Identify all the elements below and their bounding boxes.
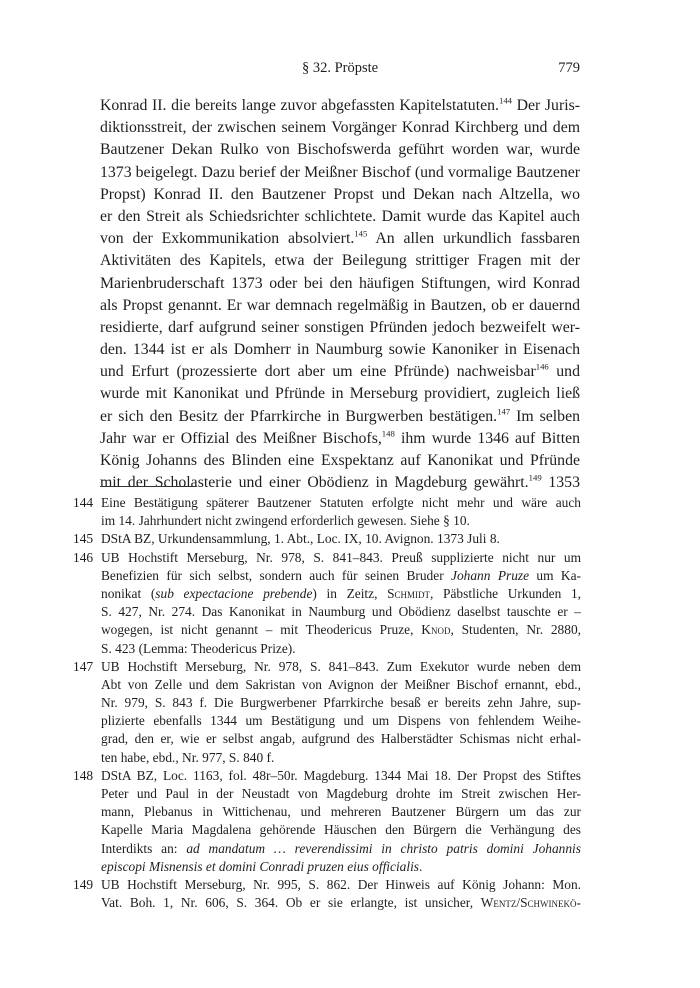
- text-line: er den Streit als Schiedsrichter schlichtete. Damit wurde das Kapitel auch: [100, 207, 580, 225]
- main-text: [100, 95, 580, 494]
- text-line: wurde mit Kanonikat und Pfründe in Merseburg providiert, zugleich ließ: [100, 385, 580, 403]
- footnote-line: Abt von Zelle und dem Sakristan von Avignon der Meißner Bischof ernannt, ebd.,: [101, 676, 581, 692]
- footnote-149: [73, 876, 581, 912]
- footnote-number: 145: [73, 531, 94, 547]
- text-line: Propst) Konrad II. den Bautzener Propst und Dekan nach Altzella, wo: [100, 185, 580, 203]
- footnote-line: S. 427, Nr. 274. Das Kanonikat in Naumburg und Obödienz daselbst tauschte er –: [101, 604, 581, 620]
- footnote-ref-145[interactable]: 145: [354, 228, 368, 239]
- footnote-ref-147[interactable]: 147: [497, 406, 511, 417]
- footnote-ref-144[interactable]: 144: [498, 95, 512, 106]
- text-line: Jahr war er Offizial des Meißner Bischofs,$^{148}$ ihm wurde 1346 auf Bitten: [100, 428, 580, 447]
- text-line: Bautzener Dekan Rulko von Bischofswerda geführt worden war, wurde: [100, 141, 580, 159]
- text-line: König Johanns des Blinden eine Exspektanz auf Kanonikat und Pfründe: [100, 452, 580, 469]
- footnote-145: [73, 530, 581, 548]
- text-line: als Propst genannt. Er war demnach regelmäßig in Bautzen, ob er dauernd: [100, 296, 580, 314]
- footnote-number: 148: [73, 767, 94, 783]
- text-line: 1373 beigelegt. Dazu berief der Meißner Bischof (und vormalige Bautzener: [100, 163, 580, 181]
- footnote-line: wogegen, ist nicht genannt – mit Theodericus Pruze, Knod, Studenten, Nr. 2880,: [101, 622, 581, 638]
- footnote-ref-148[interactable]: 148: [381, 428, 395, 439]
- footnote-line: plizierte ebenfalls 1344 um Bestätigung und um Dispens von fehlendem Weihe-: [101, 713, 581, 729]
- footnote-147: [73, 658, 581, 767]
- footnote-line: Peter und Paul in der Neustadt von Magdeburg drohte im Streit zwischen Her-: [101, 786, 581, 801]
- footnote-line: S. 423 (Lemma: Theodericus Prize).: [101, 640, 296, 656]
- footnote-line: Eine Bestätigung späterer Bautzener Statuten erfolgte nicht mehr und wäre auch: [101, 495, 581, 510]
- footnote-line: Nr. 979, S. 843 f. Die Burgwerbener Pfarrkirche besaß er bereits zehn Jahre, sup-: [101, 695, 581, 711]
- footnote-ref-149[interactable]: 149: [528, 472, 542, 483]
- text-line: und Erfurt (prozessierte dort aber um eine Pfründe) nachweisbar$^{146}$ und: [100, 361, 580, 381]
- footnote-number: 149: [73, 876, 94, 892]
- text-line: den. 1344 ist er als Domherr in Naumburg sowie Kanoniker in Eisenach: [100, 341, 580, 359]
- footnote-line: mann, Plebanus in Wittichenau, und mehreren Bautzener Bürgern um das zur: [101, 804, 581, 820]
- text-line: von der Exkommunikation absolviert.$^{145}$ An allen urkundlich fassbaren: [100, 228, 580, 248]
- footnote-line: Kapelle Maria Magdalena gehörende Häuschen den Bürgern die Verhängung des: [101, 822, 581, 838]
- footnote-144: [73, 494, 581, 530]
- footnote-146: [73, 549, 581, 658]
- footnote-number: 147: [73, 658, 94, 674]
- text-line: diktionsstreit, der zwischen seinem Vorgänger Konrad Kirchberg und dem: [100, 119, 580, 137]
- footnote-line: DStA BZ, Urkundensammlung, 1. Abt., Loc. IX, 10. Avignon. 1373 Juli 8.: [101, 531, 500, 547]
- footnote-number: 146: [73, 549, 94, 565]
- footnote-line: DStA BZ, Loc. 1163, fol. 48r–50r. Magdeburg. 1344 Mai 18. Der Propst des Stiftes: [101, 767, 581, 783]
- text-line: residierte, darf aufgrund seiner sonstigen Pfründen jedoch bezweifelt wer-: [100, 318, 580, 336]
- footnote-number: 144: [73, 495, 94, 510]
- footnote-line: Benefizien für sich selbst, sondern auch für seinen Bruder Johann Pruze um Ka-: [101, 567, 581, 583]
- footnotes: [73, 494, 581, 912]
- footnote-line: Interdikts an: ad mandatum … reverendissimi in christo patris domini Johannis: [101, 840, 581, 856]
- section-title: § 32. Pröpste: [301, 60, 379, 76]
- footnote-line: Vat. Boh. 1, Nr. 606, S. 364. Ob er sie erlangte, ist unsicher, Wentz/Schwinekö-: [101, 895, 581, 911]
- footnote-line: episcopi Misnensis et domini Conradi pruzen eius officialis.: [101, 858, 423, 874]
- text-line: Konrad II. die bereits lange zuvor abgefassten Kapitelstatuten.$^{144}$ Der Juris-: [100, 95, 581, 114]
- text-line: mit der Scholasterie und einer Obödienz in Magdeburg gewährt.$^{149}$ 1353: [100, 472, 580, 492]
- footnote-line: grad, den er, wie er selbst angab, aufgrund des Halberstädter Schismas nicht erhal-: [101, 731, 581, 747]
- running-head: [100, 60, 580, 82]
- footnote-line: UB Hochstift Merseburg, Nr. 978, S. 841–843. Preuß supplizierte nicht nur um: [101, 549, 581, 565]
- text-line: Aktivitäten des Kapitels, etwa der Beilegung strittiger Fragen mit der: [100, 252, 580, 270]
- footnote-line: nonikat (sub expectacione prebende) in Zeitz, Schmidt, Päbstliche Urkunden 1,: [101, 585, 581, 601]
- text-line: er sich den Besitz der Pfarrkirche in Burgwerben bestätigen.$^{147}$ Im selben: [100, 406, 580, 425]
- text-line: Marienbruderschaft 1373 oder bei den häufigen Stiftungen, wird Konrad: [100, 274, 580, 292]
- footnote-separator: [100, 486, 196, 487]
- footnote-line: im 14. Jahrhundert nicht zwingend erforderlich gewesen. Siehe § 10.: [101, 513, 470, 529]
- footnote-line: ten habe, ebd., Nr. 977, S. 840 f.: [101, 749, 275, 765]
- footnote-148: [73, 767, 581, 876]
- page-number: 779: [558, 60, 580, 76]
- footnote-ref-146[interactable]: 146: [535, 361, 549, 372]
- footnote-line: UB Hochstift Merseburg, Nr. 978, S. 841–843. Zum Exekutor wurde neben dem: [101, 658, 581, 674]
- footnote-line: UB Hochstift Merseburg, Nr. 995, S. 862. Der Hinweis auf König Johann: Mon.: [101, 876, 581, 892]
